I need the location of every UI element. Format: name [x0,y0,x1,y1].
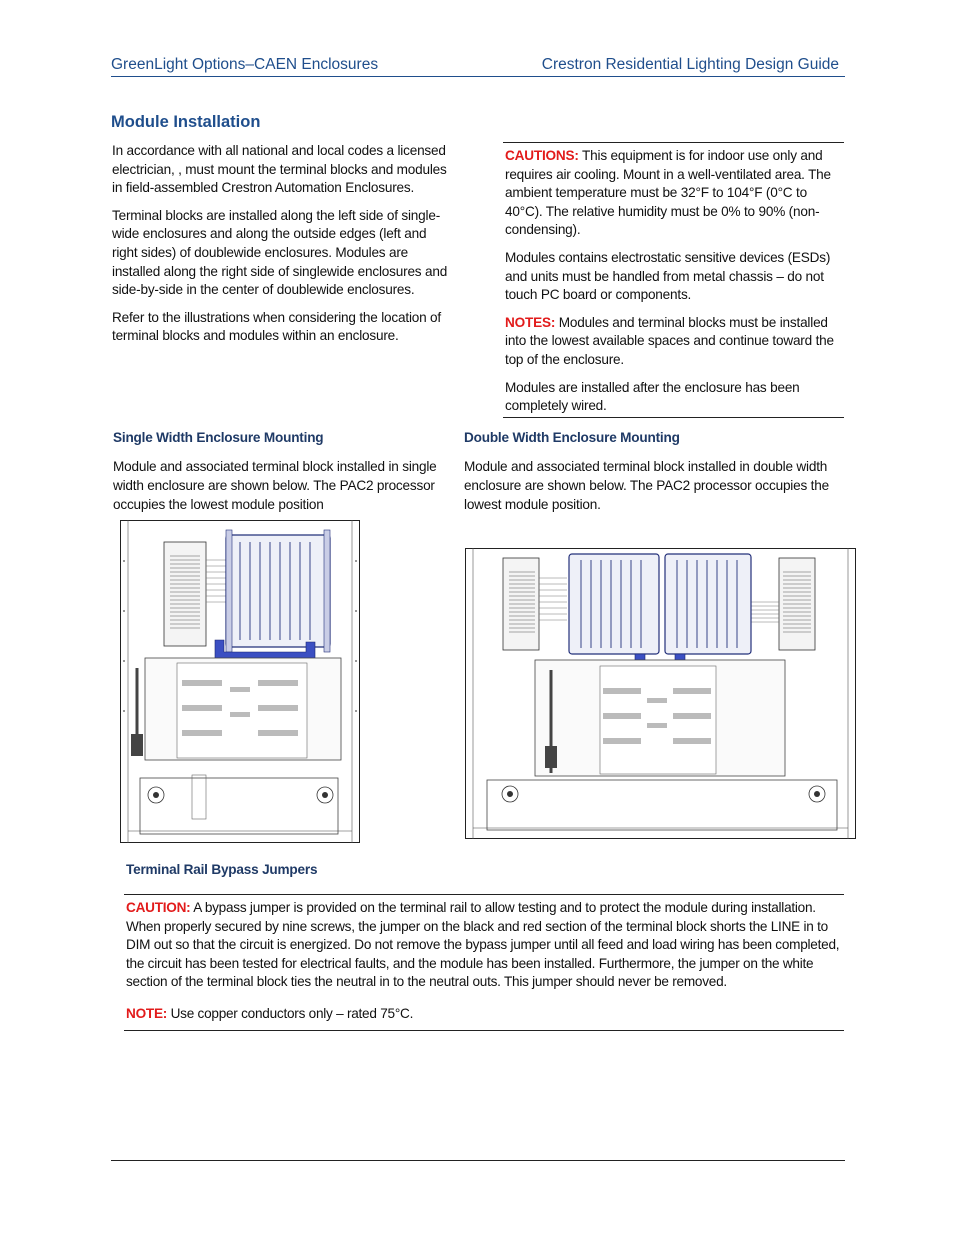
footer-rule [111,1160,845,1161]
bypass-caution-label: CAUTION: [126,900,191,915]
header-rule [111,76,845,77]
bypass-jumpers-heading: Terminal Rail Bypass Jumpers [126,862,318,877]
bypass-caution-paragraph [126,899,844,992]
intro-paragraph: Terminal blocks are installed along the left side of single-wide enclosures and along the outside edges (left and right sides) of doublewide enclosures. Modules are installed along the right side of singlewide enclosures and side-by-side in the center of doublewide enclosures. [112,207,448,298]
notes-text: Modules and terminal blocks must be installed into the lowest available spaces and continue toward the top of the enclosure. [505,314,834,367]
bypass-note-label: NOTE: [126,1005,168,1021]
wired-paragraph: Modules are installed after the enclosure has been completely wired. [505,379,800,414]
caution-paragraph [505,147,844,240]
notes-paragraph [505,314,844,370]
double-enclosure-illustration [465,548,856,839]
bypass-note-paragraph [126,1005,844,1024]
intro-text [112,142,454,355]
double-width-heading: Double Width Enclosure Mounting [464,430,680,445]
intro-paragraph: In accordance with all national and local codes a licensed electrician, , must mount the terminal blocks and modules in field-assembled Crestron Automation Enclosures. [112,143,447,196]
caution-label: CAUTIONS: [505,148,579,163]
single-width-heading: Single Width Enclosure Mounting [113,430,324,445]
bypass-caution-text: A bypass jumper is provided on the terminal rail to allow testing and to protect the module during installation. When properly secured by nine screws, the jumper on the black and red section of the terminal block shorts the LINE in to DIM out so that the circuit is energized. Do not remove the bypass jumper until all feed and load wiring has been completed, the circuit has been tested for electrical faults, and the module has been installed. Furthermore, the jumper on the white section of the terminal block ties the neutral in to the neutral outs. This jumper should never be removed. [126,900,840,990]
single-width-text: Module and associated terminal block installed in single width enclosure are shown below. The PAC2 processor occupies the lowest module position [113,459,437,512]
notes-label: NOTES: [505,314,556,330]
header-guide-title: Crestron Residential Lighting Design Guide [541,56,839,73]
single-enclosure-illustration [120,520,360,843]
double-width-text: Module and associated terminal block installed in double width enclosure are shown below. The PAC2 processor occupies the lowest module position. [464,459,829,512]
section-title: Module Installation [111,113,261,131]
header-chapter-title: GreenLight Options–CAEN Enclosures [111,56,379,73]
bypass-note-text: Use copper conductors only – rated 75°C. [167,1005,414,1021]
caution-text: This equipment is for indoor use only and requires air cooling. Mount in a well-ventilated area. The ambient temperature must be 32°F to 104°F (0°C to 40°C). The relative humidity must be 0% to 90% (non-condensing). [505,148,831,238]
intro-paragraph: Refer to the illustrations when considering the location of terminal blocks and modules within an enclosure. [112,309,441,344]
esd-paragraph: Modules contains electrostatic sensitive devices (ESDs) and units must be handled from metal chassis – do not touch PC board or components. [505,249,831,303]
bypass-caution-box [124,894,844,1031]
caution-box [503,142,844,418]
